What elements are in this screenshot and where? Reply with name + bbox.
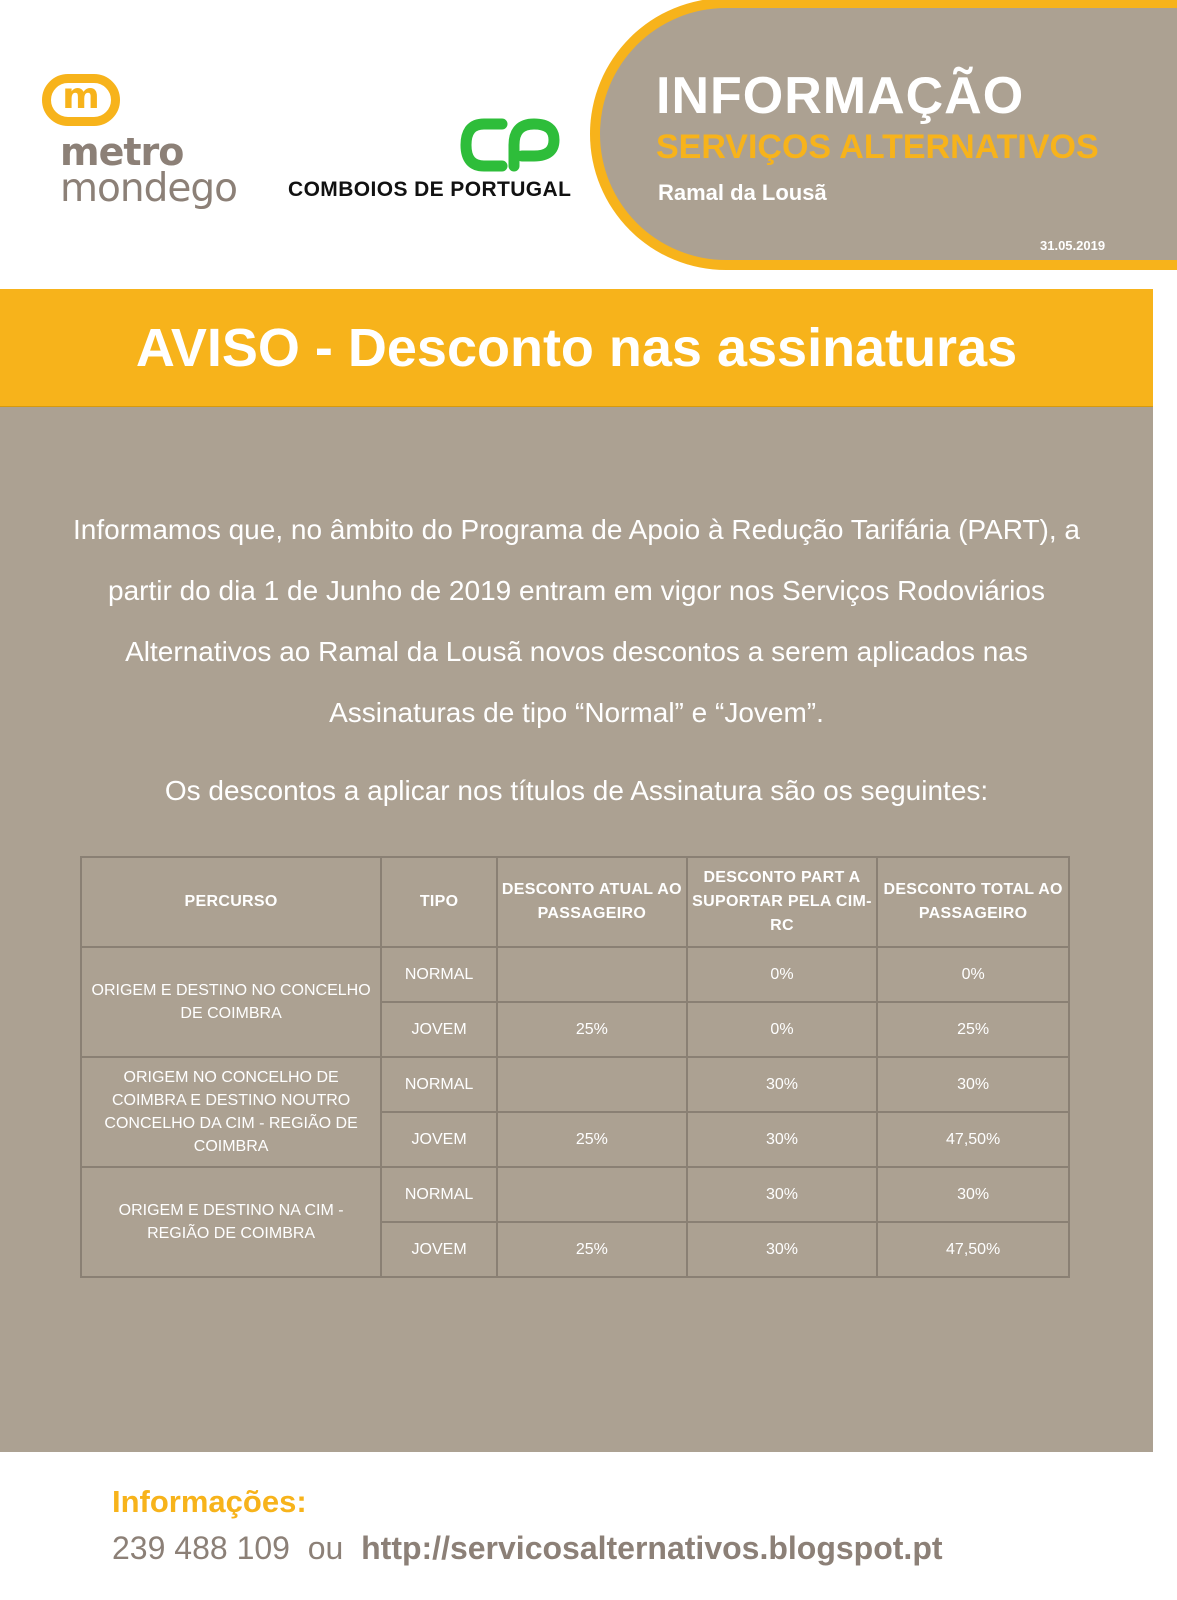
discount-table [80, 856, 1070, 1278]
cp-logo [288, 118, 572, 208]
total-cell: 0% [877, 947, 1069, 1002]
metro-m-letter-icon: m [62, 76, 100, 117]
header-desconto-part: DESCONTO PART A SUPORTAR PELA CIM-RC [687, 857, 878, 947]
atual-cell [497, 1167, 687, 1222]
header-percurso: PERCURSO [81, 857, 381, 947]
total-cell: 47,50% [877, 1112, 1069, 1167]
metro-mondego-logo [42, 74, 252, 224]
main-panel [0, 407, 1153, 1452]
footer [0, 1452, 1177, 1600]
percurso-cell: ORIGEM NO CONCELHO DE COIMBRA E DESTINO NOUTRO CONCELHO DA CIM - REGIÃO DE COIMBRA [81, 1057, 381, 1167]
part-cell: 0% [687, 947, 878, 1002]
table-header-row [81, 857, 1069, 947]
table-row [81, 1167, 1069, 1222]
info-date: 31.05.2019 [1040, 238, 1106, 253]
cp-logo-icon [458, 118, 562, 172]
footer-contact [112, 1530, 943, 1567]
part-cell: 0% [687, 1002, 878, 1057]
table-row [81, 1057, 1069, 1112]
footer-url-link[interactable]: http://servicosalternativos.blogspot.pt [361, 1530, 943, 1566]
part-cell: 30% [687, 1057, 878, 1112]
total-cell: 25% [877, 1002, 1069, 1057]
percurso-cell: ORIGEM E DESTINO NO CONCELHO DE COIMBRA [81, 947, 381, 1057]
atual-cell: 25% [497, 1112, 687, 1167]
tipo-cell: NORMAL [381, 1167, 497, 1222]
info-box [590, 0, 1177, 270]
tipo-cell: JOVEM [381, 1002, 497, 1057]
total-cell: 30% [877, 1167, 1069, 1222]
notice-banner [0, 289, 1153, 407]
total-cell: 47,50% [877, 1222, 1069, 1277]
part-cell: 30% [687, 1167, 878, 1222]
info-subtitle: SERVIÇOS ALTERNATIVOS [656, 128, 1099, 166]
footer-label: Informações: [112, 1484, 307, 1519]
info-title: INFORMAÇÃO [656, 67, 1025, 125]
header [0, 0, 1177, 290]
atual-cell: 25% [497, 1222, 687, 1277]
tipo-cell: NORMAL [381, 947, 497, 1002]
tipo-cell: JOVEM [381, 1112, 497, 1167]
table-row [81, 947, 1069, 1002]
cp-logo-text: COMBOIOS DE PORTUGAL [288, 178, 572, 201]
footer-phone: 239 488 109 [112, 1530, 290, 1566]
atual-cell [497, 947, 687, 1002]
banner-title: AVISO - Desconto nas assinaturas [135, 318, 1018, 378]
atual-cell: 25% [497, 1002, 687, 1057]
header-desconto-atual: DESCONTO ATUAL AO PASSAGEIRO [497, 857, 687, 947]
atual-cell [497, 1057, 687, 1112]
part-cell: 30% [687, 1222, 878, 1277]
footer-separator: ou [307, 1530, 344, 1566]
header-desconto-total: DESCONTO TOTAL AO PASSAGEIRO [877, 857, 1069, 947]
body-paragraph: Informamos que, no âmbito do Programa de Apoio à Redução Tarifária (PART), a partir do dia 1 de Junho de 2019 entram em vigor nos Serviços Rodoviários Alternativos ao Ramal da Lousã novos descontos a serem aplicados nas Assinaturas de tipo “Normal” e “Jovem”. [73, 514, 1080, 728]
header-tipo: TIPO [381, 857, 497, 947]
percurso-cell: ORIGEM E DESTINO NA CIM - REGIÃO DE COIMBRA [81, 1167, 381, 1277]
tipo-cell: NORMAL [381, 1057, 497, 1112]
metro-logo-line2: mondego [60, 166, 237, 211]
tipo-cell: JOVEM [381, 1222, 497, 1277]
table-intro: Os descontos a aplicar nos títulos de Assinatura são os seguintes: [164, 775, 989, 806]
info-ramal: Ramal da Lousã [658, 180, 827, 205]
metro-logo-line1: metro [60, 130, 184, 174]
total-cell: 30% [877, 1057, 1069, 1112]
part-cell: 30% [687, 1112, 878, 1167]
